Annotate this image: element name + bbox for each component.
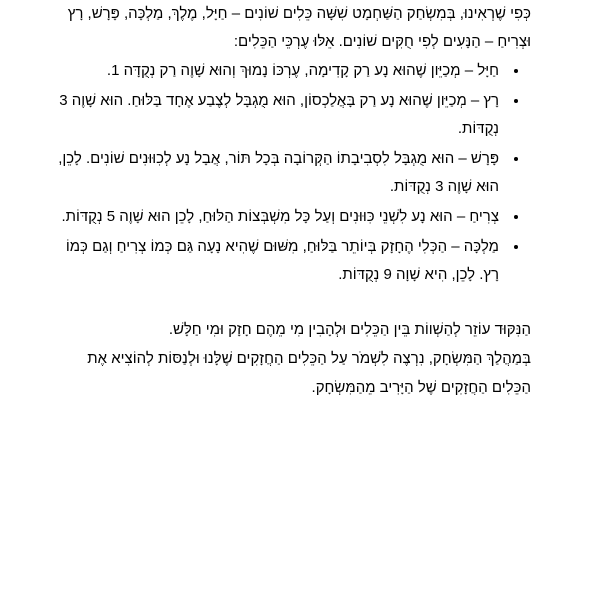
list-item-queen: • מַלְכָּה – הַכְּלִי הֶחָזָק בְּיוֹתֵר בַּלּוּחַ, מִשּׁוּם שֶׁהִיא נָעָה גַּם כְּמוֹ צְרִיחַ וְגַם כְּמוֹ רָץ. לָכֵן, הִיא שָׁוָה 9 נְקֻדּוֹת. [55, 233, 503, 289]
closing-line-1: הַנִּקּוּד עוֹזֵר לְהַשְׁווֹת בֵּין הַכֵּלִים וּלְהָבִין מִי מֵהֶם חָזָק וּמִי חַלָּשׁ. [168, 321, 531, 338]
list-item-knight: • פָּרָשׁ – הוּא מֻגְבָּל לִסְבִיבָתוֹ הַקְּרוֹבָה בְּכָל תּוֹר, אֲבָל נָע לְכִוּוּנִים שׁוֹנִים. לָכֵן, הוּא שָׁוֶה 3 נְקֻדּוֹת. [55, 145, 503, 201]
intro-paragraph: כְּפִי שֶׁרְאִינוּ, בְּמִשְׂחַק הַשַּׁחְמָט שִׁשָּׁה כֵּלִים שׁוֹנִים – חַיָּל, מֶלֶךְ, מַלְכָּה, פָּרָשׁ, רָץ וּצְרִיחַ – הַנָּעִים לְפִי חֻקִּים שׁוֹנִים. אֵלּוּ עֶרְכֵּי הַכֵּלִים: [67, 5, 531, 50]
list-item-rook: • צְרִיחַ – הוּא נָע לִשְׁנֵי כִּוּוּנִים וְעַל כָּל מִשְׁבְּצוֹת הַלּוּחַ, לָכֵן הוּא שָׁוֶה 5 נְקֻדּוֹת. [55, 203, 503, 231]
closing-paragraph [55, 315, 531, 402]
closing-line-2: בְּמַהֲלַךְ הַמִּשְׂחָק, נִרְצֶה לִשְׁמֹר עַל הַכֵּלִים הַחֲזָקִים שֶׁלָּנוּ וּלְנַסּוֹת לְהוֹצִיא אֶת הַכֵּלִים הַחֲזָקִים שֶׁל הַיָּרִיב מֵהַמִּשְׂחָק. [87, 350, 531, 396]
piece-values-list [55, 57, 531, 289]
list-item-bishop: • רָץ – מְכַיֵּון שֶׁהוּא נָע רַק בָּאֲלַכְסוֹן, הוּא מֻגְבָּל לְצֶבַע אֶחָד בַּלּוּחַ. הוּא שָׁוֶה 3 נְקֻדּוֹת. [55, 87, 503, 143]
list-item-pawn: • חַיָּל – מְכַיֵּון שֶׁהוּא נָע רַק קָדִימָה, עֶרְכּוֹ נָמוּךְ וְהוּא שָׁוֶה רַק נְקֻדָּה 1. [55, 57, 503, 85]
